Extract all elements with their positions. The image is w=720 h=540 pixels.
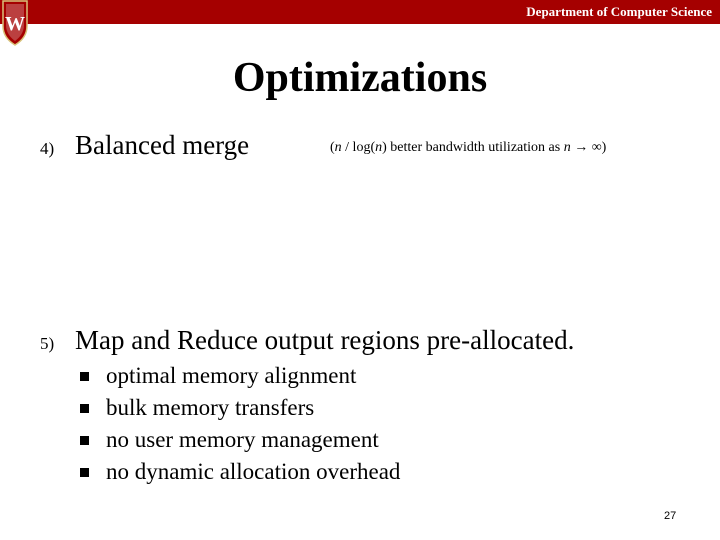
sub-item-text: bulk memory transfers — [106, 395, 315, 420]
list-item — [80, 360, 400, 392]
slide-title: Optimizations — [232, 55, 488, 101]
list-item — [80, 392, 400, 424]
sub-item-text: no user memory management — [106, 427, 379, 452]
sub-bullet-list — [80, 360, 400, 488]
square-bullet-icon — [80, 404, 89, 413]
university-crest-icon — [0, 0, 30, 46]
sub-item-text: optimal memory alignment — [106, 363, 357, 388]
square-bullet-icon — [80, 436, 89, 445]
item-number-5: 5) — [40, 334, 55, 353]
page-number: 27 — [664, 510, 677, 522]
list-item — [80, 424, 400, 456]
department-label: Department of Computer Science — [526, 4, 712, 19]
square-bullet-icon — [80, 372, 89, 381]
header-bar — [0, 0, 720, 24]
item-number-4: 4) — [40, 139, 55, 158]
square-bullet-icon — [80, 468, 89, 477]
item-map-reduce: Map and Reduce output regions pre-allocated. — [75, 325, 575, 355]
sub-item-text: no dynamic allocation overhead — [106, 459, 401, 484]
crest-letter: W — [5, 13, 25, 35]
list-item — [80, 456, 400, 488]
item-balanced-merge: Balanced merge — [75, 130, 250, 160]
bandwidth-note: (n / log(n) better bandwidth utilization as n → ∞) — [330, 140, 607, 155]
